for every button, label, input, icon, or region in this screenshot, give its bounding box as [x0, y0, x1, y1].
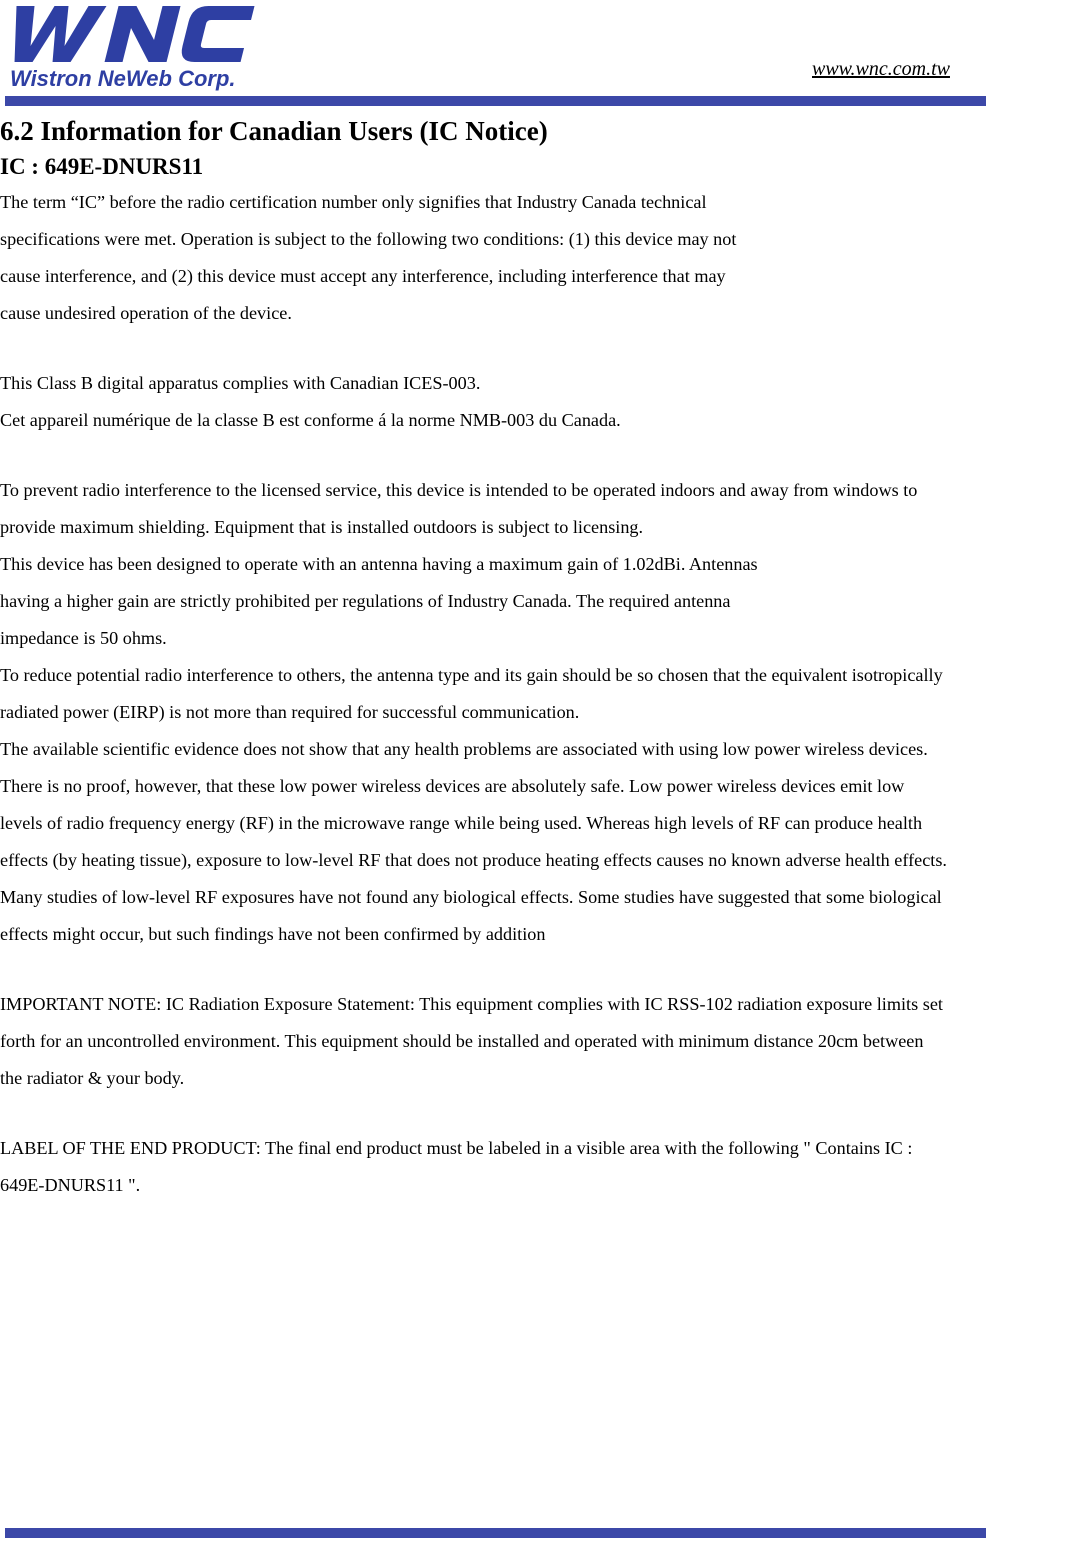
paragraph-spacer: [0, 953, 1068, 986]
text-line: The available scientific evidence does not show that any health problems are associated with using low power wireless devices.: [0, 739, 928, 759]
text-line: effects (by heating tissue), exposure to low-level RF that does not produce heating effects causes no known adverse health effects.: [0, 850, 947, 870]
text-line: 649E-DNURS11 ".: [0, 1175, 141, 1195]
text-line: IMPORTANT NOTE: IC Radiation Exposure Statement: This equipment complies with IC RSS-102 radiation exposure limits set: [0, 994, 943, 1014]
paragraph-spacer: [0, 1097, 1068, 1130]
paragraph-end-product-label: [0, 1130, 1068, 1204]
ic-identifier: IC : 649E-DNURS11: [0, 154, 204, 179]
wnc-logo-graphic: [4, 0, 264, 92]
logo-subtext: Wistron NeWeb Corp.: [10, 66, 236, 91]
text-line: This Class B digital apparatus complies with Canadian ICES-003.: [0, 373, 481, 393]
paragraph-spacer: [0, 439, 1068, 472]
paragraph-class-b: [0, 365, 1068, 439]
paragraph-ic-term: [0, 184, 1068, 332]
text-line: levels of radio frequency energy (RF) in the microwave range while being used. Whereas high levels of RF can produce health: [0, 813, 923, 833]
text-line: effects might occur, but such findings have not been confirmed by addition: [0, 924, 546, 944]
text-line: Cet appareil numérique de la classe B est conforme á la norme NMB-003 du Canada.: [0, 410, 621, 430]
text-line: impedance is 50 ohms.: [0, 628, 167, 648]
text-line: the radiator & your body.: [0, 1068, 185, 1088]
wnc-logo: [4, 0, 264, 92]
text-line: forth for an uncontrolled environment. This equipment should be installed and operated with minimum distance 20cm between: [0, 1031, 924, 1051]
paragraph-spacer: [0, 332, 1068, 365]
text-line: specifications were met. Operation is subject to the following two conditions: (1) this device may not: [0, 229, 737, 249]
text-line: cause undesired operation of the device.: [0, 303, 292, 323]
text-line: To reduce potential radio interference to others, the antenna type and its gain should be so chosen that the equivalent isotropically: [0, 665, 943, 685]
text-line: cause interference, and (2) this device must accept any interference, including interference that may: [0, 266, 726, 286]
website-link[interactable]: www.wnc.com.tw: [812, 58, 950, 80]
text-line: having a higher gain are strictly prohibited per regulations of Industry Canada. The required antenna: [0, 591, 731, 611]
text-line: radiated power (EIRP) is not more than required for successful communication.: [0, 702, 580, 722]
footer-divider: [5, 1528, 986, 1538]
paragraph-important-note: [0, 986, 1068, 1097]
document-body: [0, 112, 1068, 1204]
text-line: This device has been designed to operate with an antenna having a maximum gain of 1.02dBi. Antennas: [0, 554, 758, 574]
text-line: To prevent radio interference to the licensed service, this device is intended to be operated indoors and away from windows to: [0, 480, 918, 500]
header-divider: [5, 96, 986, 106]
text-line: Many studies of low-level RF exposures have not found any biological effects. Some studies have suggested that some biological: [0, 887, 942, 907]
text-line: The term “IC” before the radio certification number only signifies that Industry Canada technical: [0, 192, 707, 212]
text-line: provide maximum shielding. Equipment that is installed outdoors is subject to licensing.: [0, 517, 644, 537]
section-title: 6.2 Information for Canadian Users (IC Notice): [0, 116, 548, 146]
text-line: There is no proof, however, that these low power wireless devices are absolutely safe. Low power wireless devices emit low: [0, 776, 905, 796]
paragraph-radio-interference: [0, 472, 1068, 953]
text-line: LABEL OF THE END PRODUCT: The final end product must be labeled in a visible area with the following " Contains IC :: [0, 1138, 913, 1158]
